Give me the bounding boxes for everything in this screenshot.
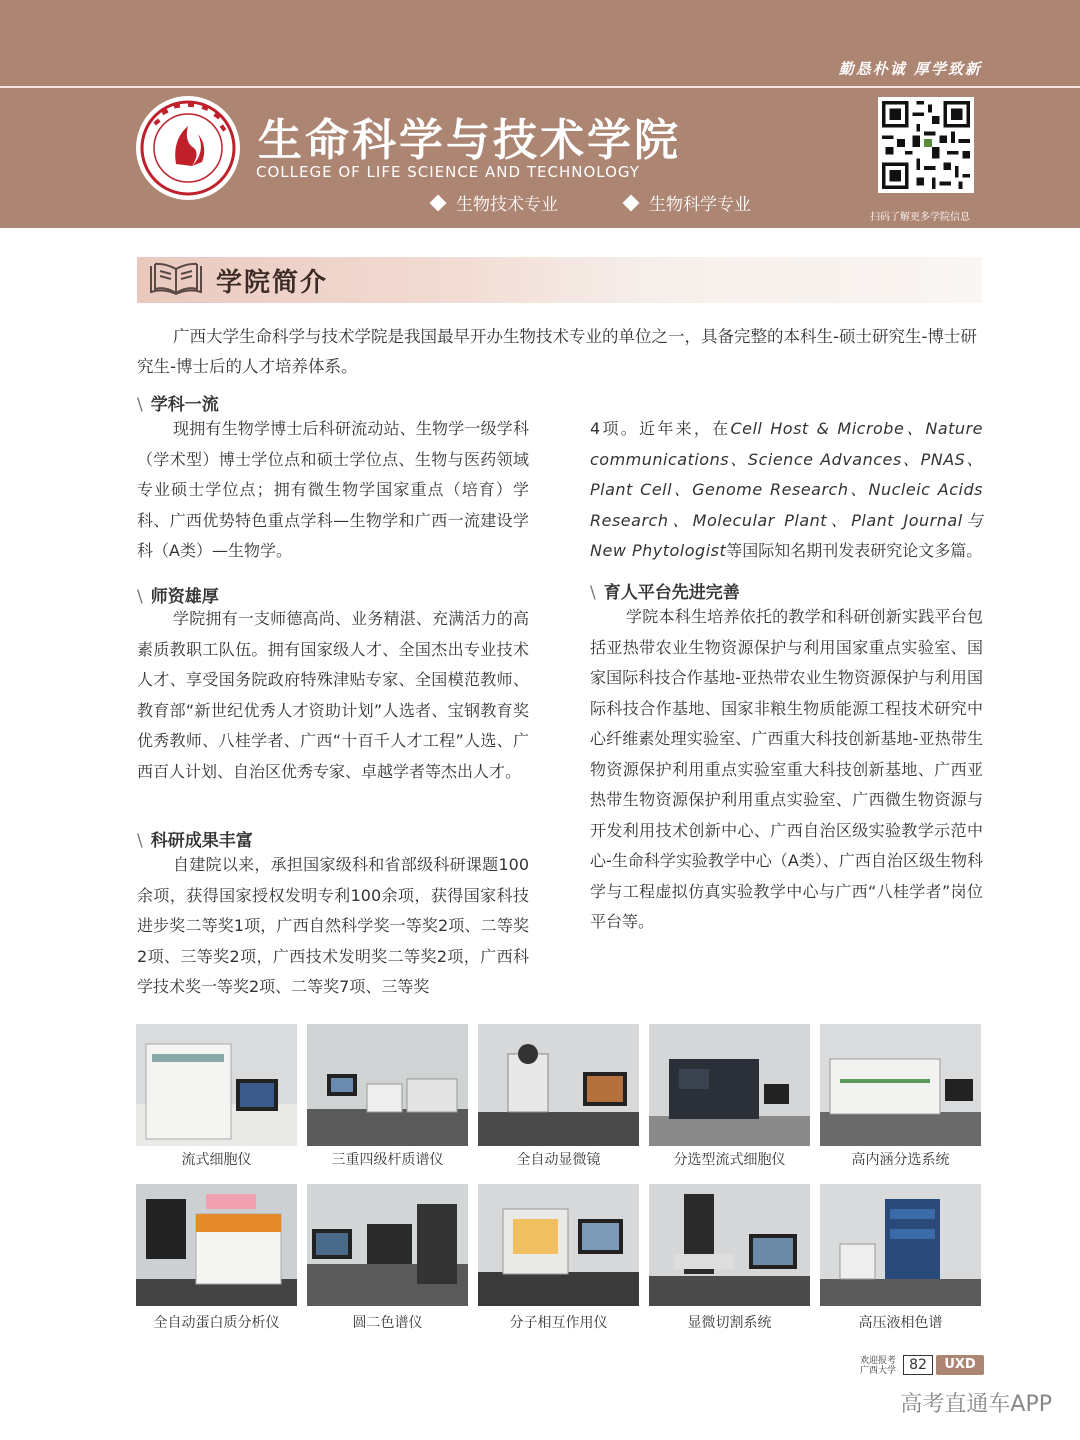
photo-molecular-interaction — [478, 1184, 639, 1306]
photo-mass-spectrometer — [307, 1024, 468, 1146]
section-title: 学院简介 — [216, 268, 329, 298]
subheading-text: 育人平台先进完善 — [603, 583, 740, 603]
subheading-text: 学科一流 — [150, 395, 219, 415]
diamond-bullet-icon — [432, 197, 444, 209]
photo-laser-microdissection — [649, 1184, 810, 1306]
photo-auto-microscope — [478, 1024, 639, 1146]
paragraph-faculty: 学院拥有一支师德高尚、业务精湛、充满活力的高素质教职工队伍。拥有国家级人才、全国杰出专业技术人才、享受国务院政府特殊津贴专家、全国模范教师、教育部“新世纪优秀人才资助计划”人选者、宝钢教育奖优秀教师、八桂学者、广西“十百千人才工程”人选、广西百人计划、自治区优秀专家、卓越学者等杰出人才。 — [137, 609, 529, 781]
subheading-text: 科研成果丰富 — [150, 831, 253, 851]
photo-caption: 圆二色谱仪 — [352, 1315, 423, 1331]
footer-line: 欢迎报考 — [860, 1356, 897, 1366]
college-title-english: COLLEGE OF LIFE SCIENCE AND TECHNOLOGY — [256, 163, 640, 181]
major-label: 生物技术专业 — [456, 195, 558, 215]
major-item-bioscience — [625, 190, 751, 215]
paragraph-research-continued — [590, 414, 983, 567]
intro-paragraph: 广西大学生命科学与技术学院是我国最早开办生物技术专业的单位之一，具备完整的本科生-硕士研究生-博士研究生-博士后的人才培养体系。 — [137, 327, 977, 376]
brand-logo: UXD — [936, 1355, 984, 1375]
footer-tagline — [860, 1356, 896, 1376]
qr-code-icon[interactable] — [878, 97, 974, 193]
slash-mark-icon: \ — [137, 395, 143, 415]
subheading-platform — [590, 578, 740, 603]
diamond-bullet-icon — [625, 197, 637, 209]
paragraph-research: 自建院以来，承担国家级科和省部级科研课题100余项，获得国家授权发明专利100余项，获得国家科技进步奖二等奖1项，广西自然科学奖一等奖2项、二等奖2项、三等奖2项，广西技术发明奖二等奖2项，广西科学技术奖一等奖2项、二等奖7项、三等奖 — [137, 855, 529, 996]
photo-caption: 分子相互作用仪 — [509, 1315, 608, 1331]
photo-circular-dichroism — [307, 1184, 468, 1306]
photo-caption: 全自动蛋白质分析仪 — [153, 1315, 280, 1331]
subheading-text: 师资雄厚 — [150, 587, 219, 607]
major-label: 生物科学专业 — [649, 195, 751, 215]
photo-caption: 高内涵分选系统 — [851, 1152, 950, 1168]
university-logo-icon — [136, 96, 240, 200]
photo-hplc — [820, 1184, 981, 1306]
subheading-research — [137, 826, 253, 851]
photo-caption: 分选型流式细胞仪 — [673, 1152, 786, 1168]
footer-line: 广西大学 — [860, 1366, 897, 1376]
photo-caption: 显微切割系统 — [687, 1315, 772, 1331]
page-number: 82 — [903, 1355, 933, 1375]
photo-caption: 高压液相色谱 — [858, 1315, 943, 1331]
text-run: 等国际知名期刊发表研究论文多篇。 — [726, 541, 983, 560]
book-icon — [147, 262, 205, 298]
school-motto: 勤恳朴诚 厚学致新 — [838, 60, 982, 78]
photo-sorting-flow-cytometer — [649, 1024, 810, 1146]
photo-flow-cytometer — [136, 1024, 297, 1146]
college-title: 生命科学与技术学院 — [258, 115, 681, 166]
paragraph-platform: 学院本科生培养依托的教学和科研创新实践平台包括亚热带农业生物资源保护与利用国家重点实验室、国家国际科技合作基地-亚热带农业生物资源保护与利用国际科技合作基地、国家非粮生物质能源工程技术研究中心纤维素处理实验室、广西重大科技创新基地-亚热带生物资源保护利用重点实验室重大科技创新基地、广西亚热带生物资源保护利用重点实验室、广西微生物资源与开发利用技术创新中心、广西自治区级实验教学示范中心-生命科学实验教学中心（A类）、广西自治区级生物科学与工程虚拟仿真实验教学中心与广西“八桂学者”岗位平台等。 — [590, 607, 983, 931]
slash-mark-icon: \ — [590, 583, 596, 603]
photo-high-content-system — [820, 1024, 981, 1146]
header-divider — [0, 86, 1080, 88]
subheading-discipline — [137, 390, 219, 415]
journal-list: Cell Host & Microbe、Nature communications、Science Advances、PNAS、Plant Cell、Genome Research、Nucleic Acids Research、Molecular Plant、Plant Journal与New Phytologist — [590, 419, 983, 560]
photo-caption: 流式细胞仪 — [181, 1152, 252, 1168]
paragraph-discipline: 现拥有生物学博士后科研流动站、生物学一级学科（学术型）博士学位点和硕士学位点、生物与医药领域专业硕士学位点；拥有微生物学国家重点（培育）学科、广西优势特色重点学科—生物学和广西一流建设学科（A类）—生物学。 — [137, 419, 529, 560]
photo-caption: 三重四级杆质谱仪 — [331, 1152, 444, 1168]
slash-mark-icon: \ — [137, 587, 143, 607]
text-run: 4项。近年来，在 — [590, 419, 731, 438]
qr-caption: 扫码了解更多学院信息 — [870, 212, 970, 223]
photo-protein-analyzer — [136, 1184, 297, 1306]
major-item-biotech — [432, 190, 558, 215]
app-watermark: 高考直通车APP — [900, 1392, 1052, 1417]
slash-mark-icon: \ — [137, 831, 143, 851]
photo-caption: 全自动显微镜 — [516, 1152, 601, 1168]
